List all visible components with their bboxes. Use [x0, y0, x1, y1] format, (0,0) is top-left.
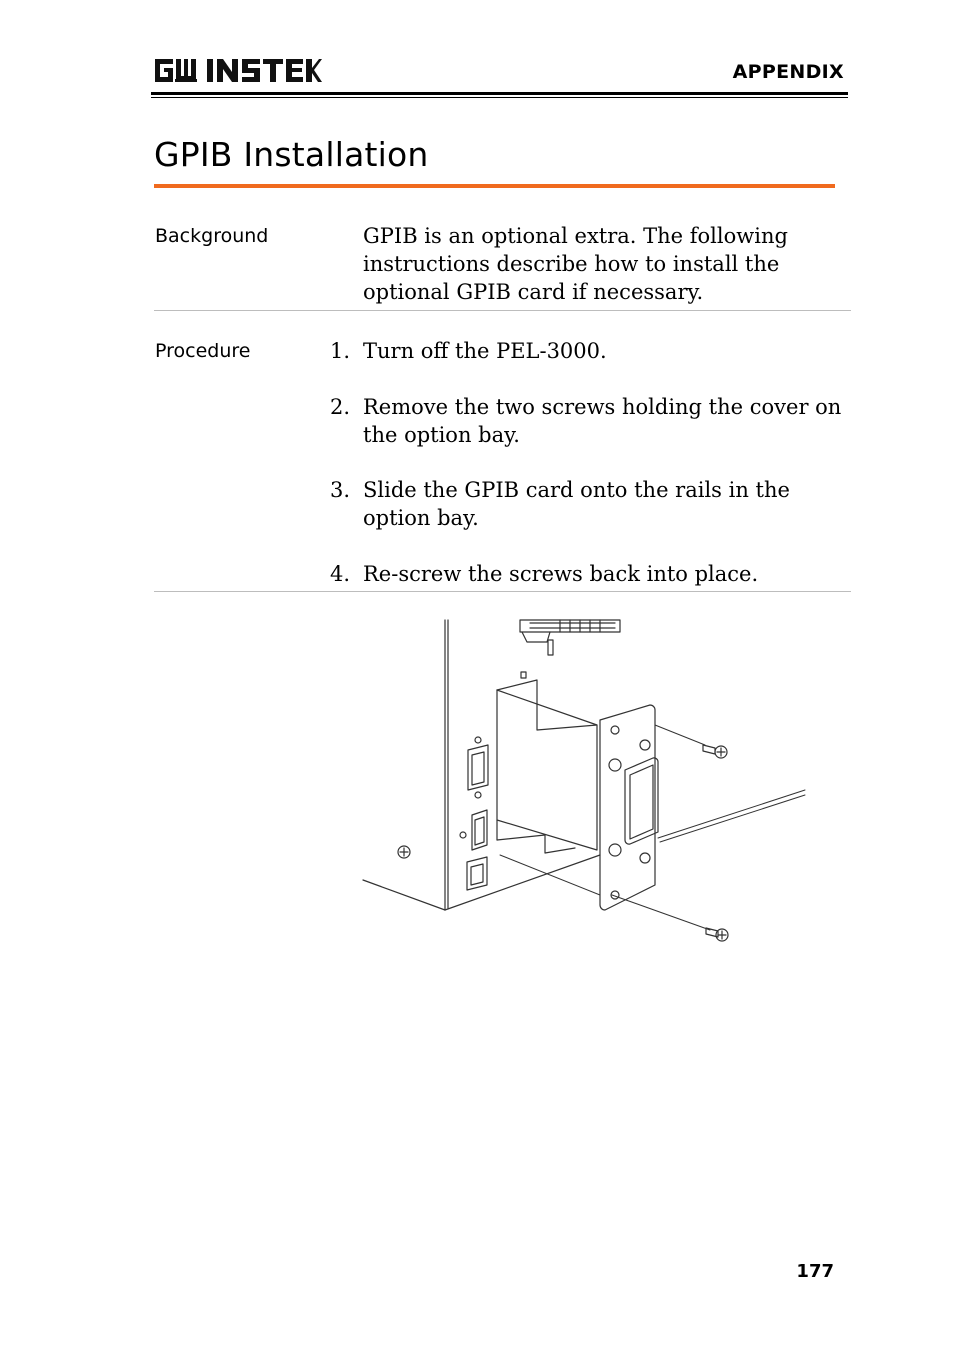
gpib-connector-icon [625, 758, 658, 844]
usb-port-icon [460, 810, 487, 850]
option-bay [497, 680, 597, 730]
panel-screw-icon [398, 846, 410, 858]
page-title: GPIB Installation [154, 135, 429, 174]
page-number: 177 [796, 1261, 834, 1282]
step-number: 2. [330, 395, 351, 419]
section-tag: APPENDIX [732, 61, 844, 83]
gpib-bracket [600, 705, 655, 910]
step-text: Remove the two screws holding the cover on the option bay. [363, 395, 842, 447]
procedure-label: Procedure [155, 340, 251, 362]
section-divider [154, 591, 851, 592]
usb-b-port-icon [467, 857, 487, 890]
header-rule-thick [151, 92, 848, 95]
section-divider [154, 310, 851, 311]
bracket-screw-icon [609, 759, 621, 771]
gpib-card [497, 690, 597, 850]
step-number: 3. [330, 478, 351, 502]
step-text: Turn off the PEL-3000. [363, 339, 607, 363]
header-rule-thin [151, 97, 848, 98]
bracket-screw-icon [609, 844, 621, 856]
gw-instek-logo [153, 55, 323, 89]
serial-port-icon [468, 737, 488, 798]
gw-instek-logo-mark [153, 55, 323, 85]
top-connector-icon [520, 620, 620, 655]
step-number: 4. [330, 562, 351, 586]
step-text: Slide the GPIB card onto the rails in the option bay. [363, 478, 790, 530]
step-text: Re-screw the screws back into place. [363, 562, 759, 586]
background-text: GPIB is an optional extra. The following instructions describe how to install the optional GPIB card if necessary. [363, 224, 788, 304]
title-underline [154, 184, 835, 188]
screw-icon [703, 745, 727, 758]
background-label: Background [155, 225, 269, 247]
step-number: 1. [330, 339, 351, 363]
installation-drawing [360, 615, 810, 950]
gpib-card-installation-illustration [360, 615, 810, 954]
